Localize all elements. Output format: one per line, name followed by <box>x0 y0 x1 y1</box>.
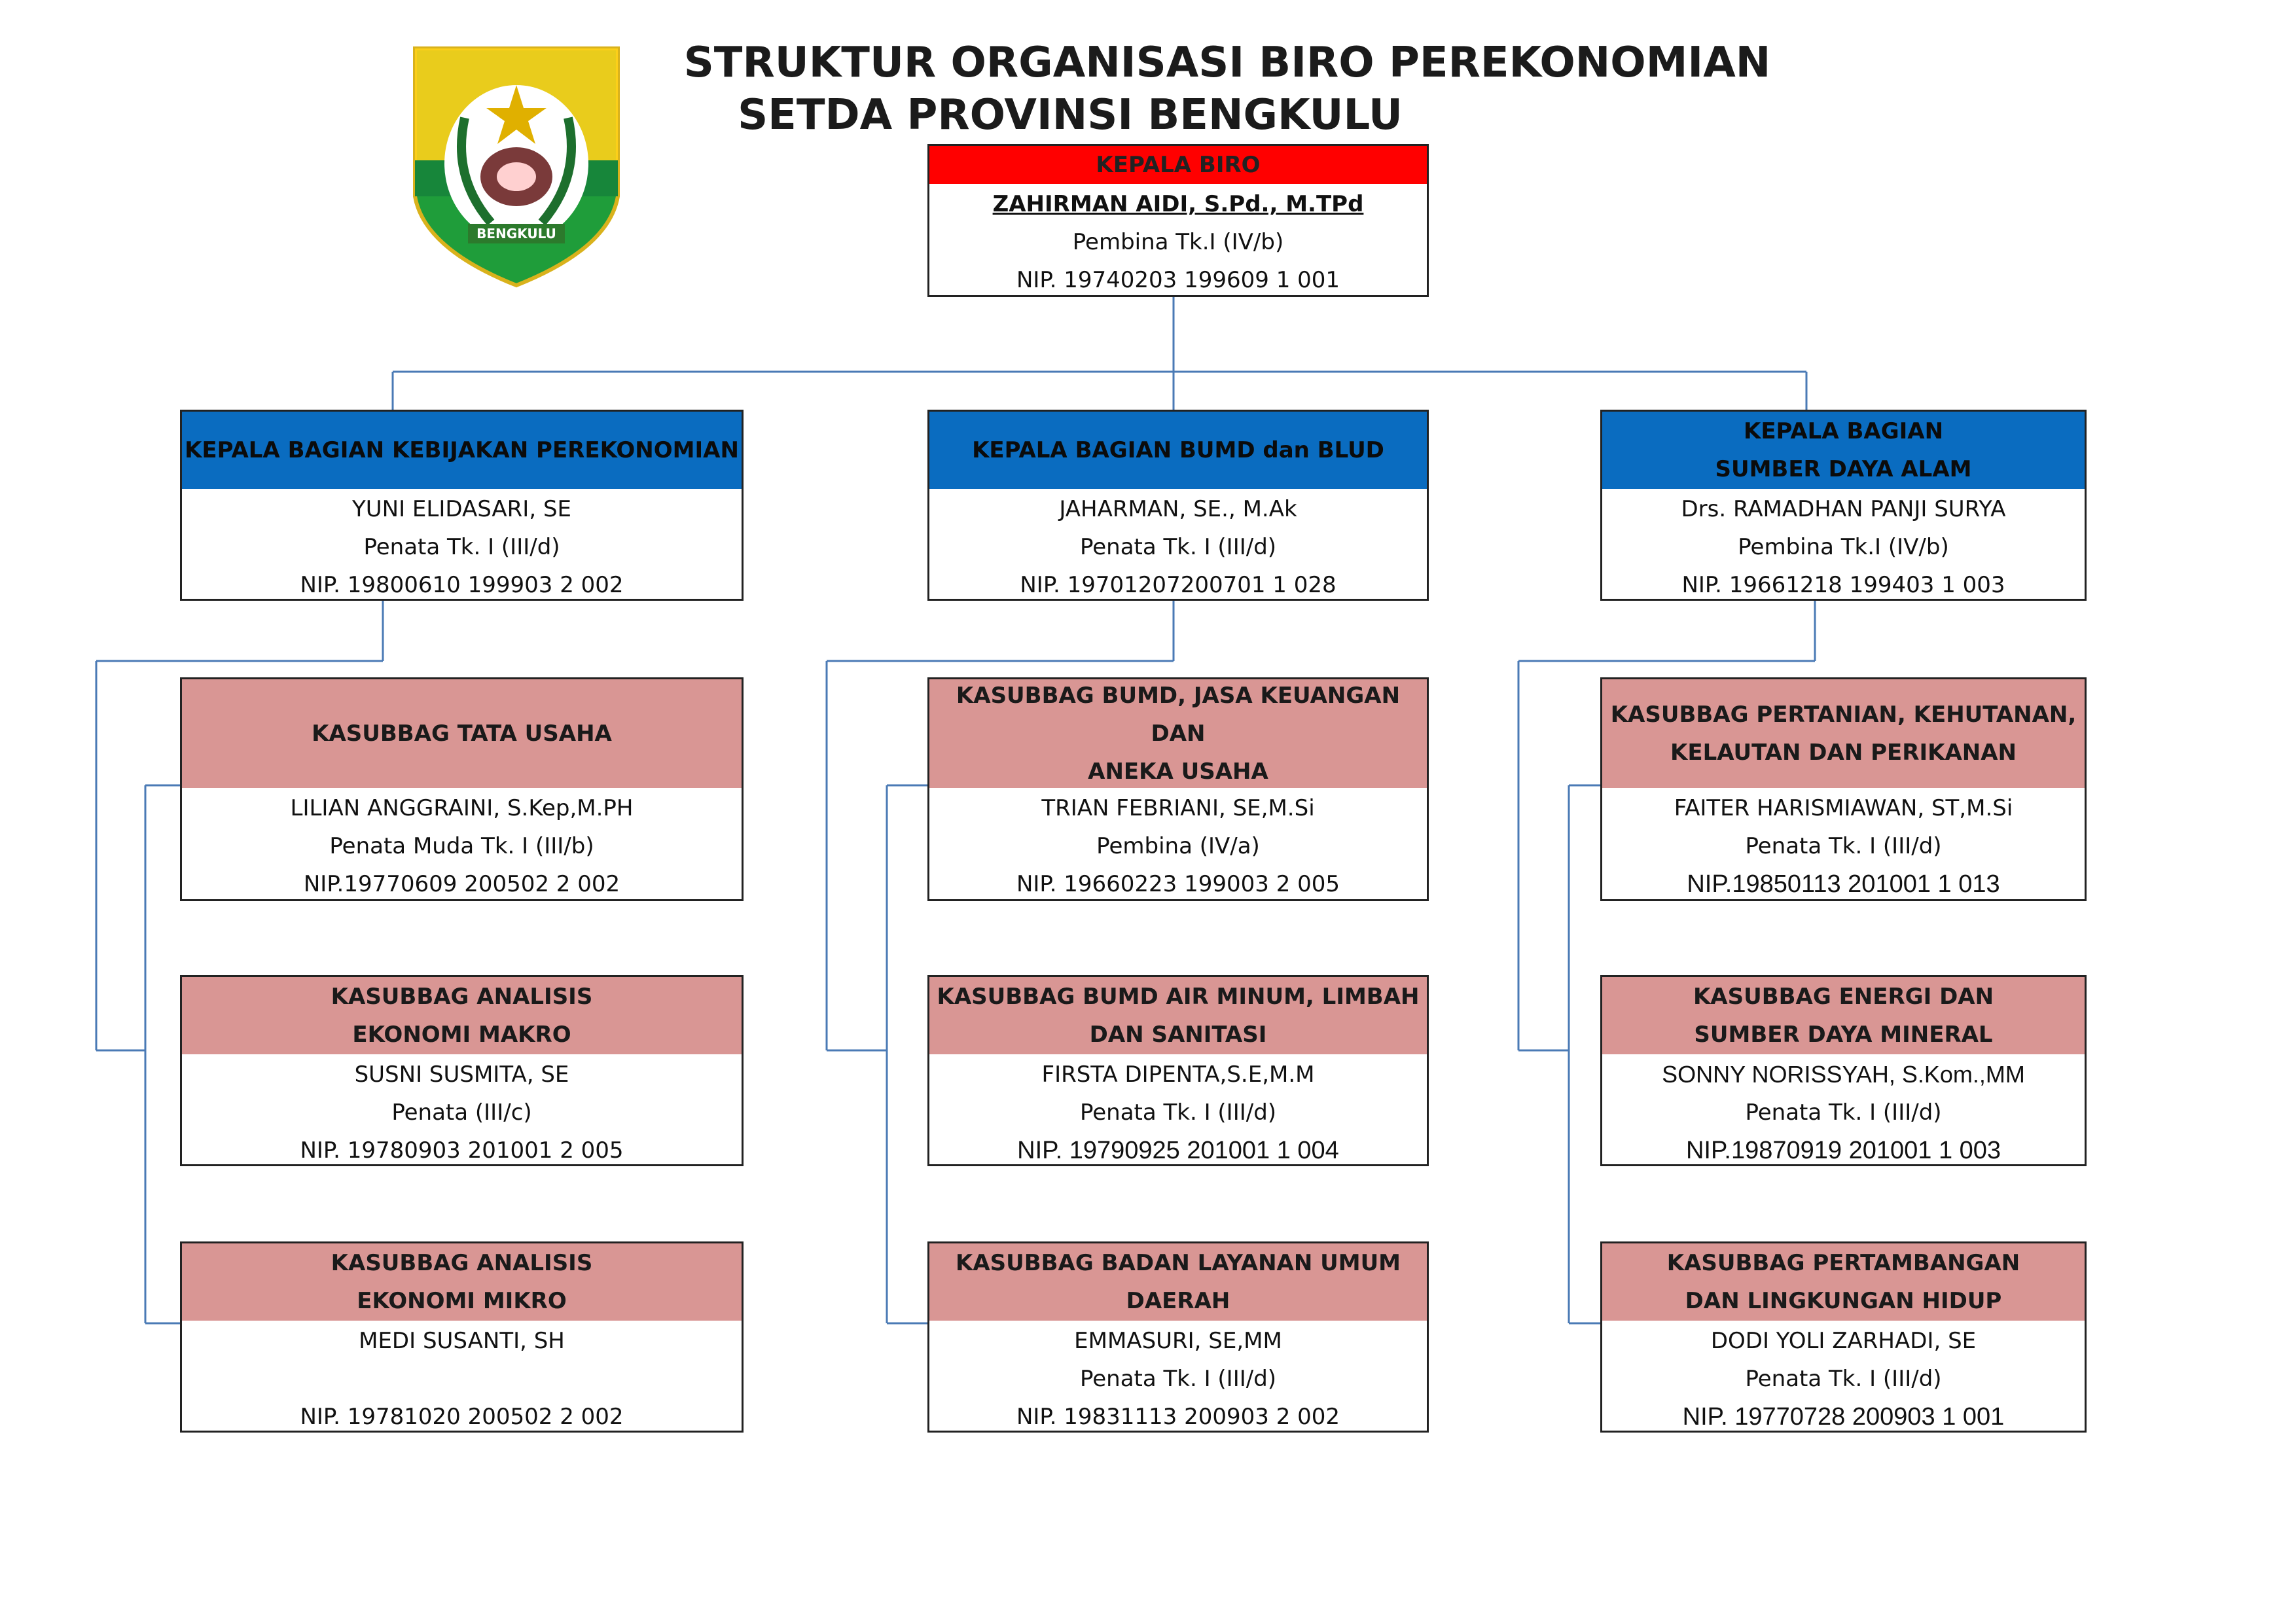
kasubbag-rank: Penata (III/c) <box>391 1099 532 1126</box>
bagian-bumd-nip: NIP. 19701207200701 1 028 <box>1020 572 1336 598</box>
kasubbag-name: DODI YOLI ZARHADI, SE <box>1710 1328 1977 1354</box>
bagian-kebijakan-box <box>180 410 744 601</box>
kasubbag-rank: Penata Tk. I (III/d) <box>1079 1366 1277 1392</box>
kepala-biro-box <box>927 144 1429 297</box>
bagian-bumd-header: KEPALA BAGIAN BUMD dan BLUD <box>929 412 1427 489</box>
kasubbag-ekonomi-makro-box: KASUBBAG ANALISIS EKONOMI MAKRO SUSNI SUSMITA, SE Penata (III/c) NIP. 19780903 201001 2 005 <box>180 975 744 1166</box>
kasubbag-rank: Penata Tk. I (III/d) <box>1079 1099 1277 1126</box>
kasubbag-pertanian-box: KASUBBAG PERTANIAN, KEHUTANAN, KELAUTAN DAN PERIKANAN FAITER HARISMIAWAN, ST,M.Si Penata Tk. I (III/d) NIP.19850113 201001 1 013 <box>1600 677 2087 901</box>
kasubbag-rank: Pembina (IV/a) <box>1096 833 1260 859</box>
bagian-kebijakan-name: YUNI ELIDASARI, SE <box>351 496 572 522</box>
kasubbag-nip: NIP.19850113 201001 1 013 <box>1687 870 2000 898</box>
kasubbag-name: FAITER HARISMIAWAN, ST,M.Si <box>1674 795 2013 821</box>
bagian-bumd-name: JAHARMAN, SE., M.Ak <box>1059 496 1297 522</box>
kasubbag-energi-box: KASUBBAG ENERGI DAN SUMBER DAYA MINERAL SONNY NORISSYAH, S.Kom.,MM Penata Tk. I (III/d) NIP.19870919 201001 1 003 <box>1600 975 2087 1166</box>
kasubbag-rank: Penata Tk. I (III/d) <box>1745 1366 1942 1392</box>
kepala-biro-body <box>929 184 1427 299</box>
kepala-biro-nip: NIP. 19740203 199609 1 001 <box>1016 267 1340 293</box>
kasubbag-nip: NIP. 19790925 201001 1 004 <box>1017 1137 1339 1164</box>
kasubbag-name: FIRSTA DIPENTA,S.E,M.M <box>1041 1061 1315 1088</box>
kepala-biro-header: KEPALA BIRO <box>929 146 1427 184</box>
kasubbag-name: EMMASURI, SE,MM <box>1074 1328 1282 1354</box>
kasubbag-air-minum-box: KASUBBAG BUMD AIR MINUM, LIMBAH DAN SANITASI FIRSTA DIPENTA,S.E,M.M Penata Tk. I (III/d) NIP. 19790925 201001 1 004 <box>927 975 1429 1166</box>
bagian-bumd-box <box>927 410 1429 601</box>
kasubbag-rank: Penata Muda Tk. I (III/b) <box>329 833 594 859</box>
kasubbag-name: SUSNI SUSMITA, SE <box>354 1061 569 1088</box>
kasubbag-pertambangan-box: KASUBBAG PERTAMBANGAN DAN LINGKUNGAN HIDUP DODI YOLI ZARHADI, SE Penata Tk. I (III/d) NIP. 19770728 200903 1 001 <box>1600 1241 2087 1433</box>
kasubbag-nip: NIP.19870919 201001 1 003 <box>1685 1137 2001 1164</box>
kasubbag-name: LILIAN ANGGRAINI, S.Kep,M.PH <box>290 795 634 821</box>
kasubbag-name: MEDI SUSANTI, SH <box>359 1328 565 1354</box>
kasubbag-tata-usaha-box: KASUBBAG TATA USAHA LILIAN ANGGRAINI, S.Kep,M.PH Penata Muda Tk. I (III/b) NIP.19770609 200502 2 002 <box>180 677 744 901</box>
kasubbag-blud-box: KASUBBAG BADAN LAYANAN UMUM DAERAH EMMASURI, SE,MM Penata Tk. I (III/d) NIP. 19831113 200903 2 002 <box>927 1241 1429 1433</box>
kasubbag-nip: NIP. 19780903 201001 2 005 <box>300 1137 624 1164</box>
bagian-sda-header: KEPALA BAGIAN SUMBER DAYA ALAM <box>1602 412 2085 489</box>
bagian-sda-box <box>1600 410 2087 601</box>
kasubbag-nip: NIP. 19831113 200903 2 002 <box>1016 1404 1340 1430</box>
bagian-kebijakan-rank: Penata Tk. I (III/d) <box>363 534 560 560</box>
kasubbag-name: TRIAN FEBRIANI, SE,M.Si <box>1041 795 1315 821</box>
bagian-sda-name: Drs. RAMADHAN PANJI SURYA <box>1681 496 2006 522</box>
bagian-sda-nip: NIP. 19661218 199403 1 003 <box>1681 572 2005 598</box>
kasubbag-nip: NIP. 19781020 200502 2 002 <box>300 1404 624 1430</box>
kasubbag-name: SONNY NORISSYAH, S.Kom.,MM <box>1662 1061 2025 1088</box>
title-line-2: SETDA PROVINSI BENGKULU <box>738 91 1403 139</box>
kasubbag-nip: NIP. 19660223 199003 2 005 <box>1016 871 1340 897</box>
kasubbag-bumd-jasa-box: KASUBBAG BUMD, JASA KEUANGAN DAN ANEKA USAHA TRIAN FEBRIANI, SE,M.Si Pembina (IV/a) NIP. 19660223 199003 2 005 <box>927 677 1429 901</box>
title-line-1: STRUKTUR ORGANISASI BIRO PEREKONOMIAN <box>683 39 1771 87</box>
kepala-biro-name: ZAHIRMAN AIDI, S.Pd., M.TPd <box>992 191 1364 217</box>
logo-label: BENGKULU <box>476 226 556 241</box>
bagian-kebijakan-nip: NIP. 19800610 199903 2 002 <box>300 572 624 598</box>
kasubbag-nip: NIP. 19770728 200903 1 001 <box>1682 1403 2005 1431</box>
bagian-kebijakan-header: KEPALA BAGIAN KEBIJAKAN PEREKONOMIAN <box>182 412 742 489</box>
kasubbag-ekonomi-mikro-box: KASUBBAG ANALISIS EKONOMI MIKRO MEDI SUSANTI, SH NIP. 19781020 200502 2 002 <box>180 1241 744 1433</box>
bagian-sda-rank: Pembina Tk.I (IV/b) <box>1738 534 1949 560</box>
kasubbag-rank: Penata Tk. I (III/d) <box>1745 1099 1942 1126</box>
kasubbag-nip: NIP.19770609 200502 2 002 <box>303 871 620 897</box>
kepala-biro-rank: Pembina Tk.I (IV/b) <box>1072 229 1284 255</box>
kasubbag-rank: Penata Tk. I (III/d) <box>1745 833 1942 859</box>
bagian-bumd-rank: Penata Tk. I (III/d) <box>1079 534 1277 560</box>
